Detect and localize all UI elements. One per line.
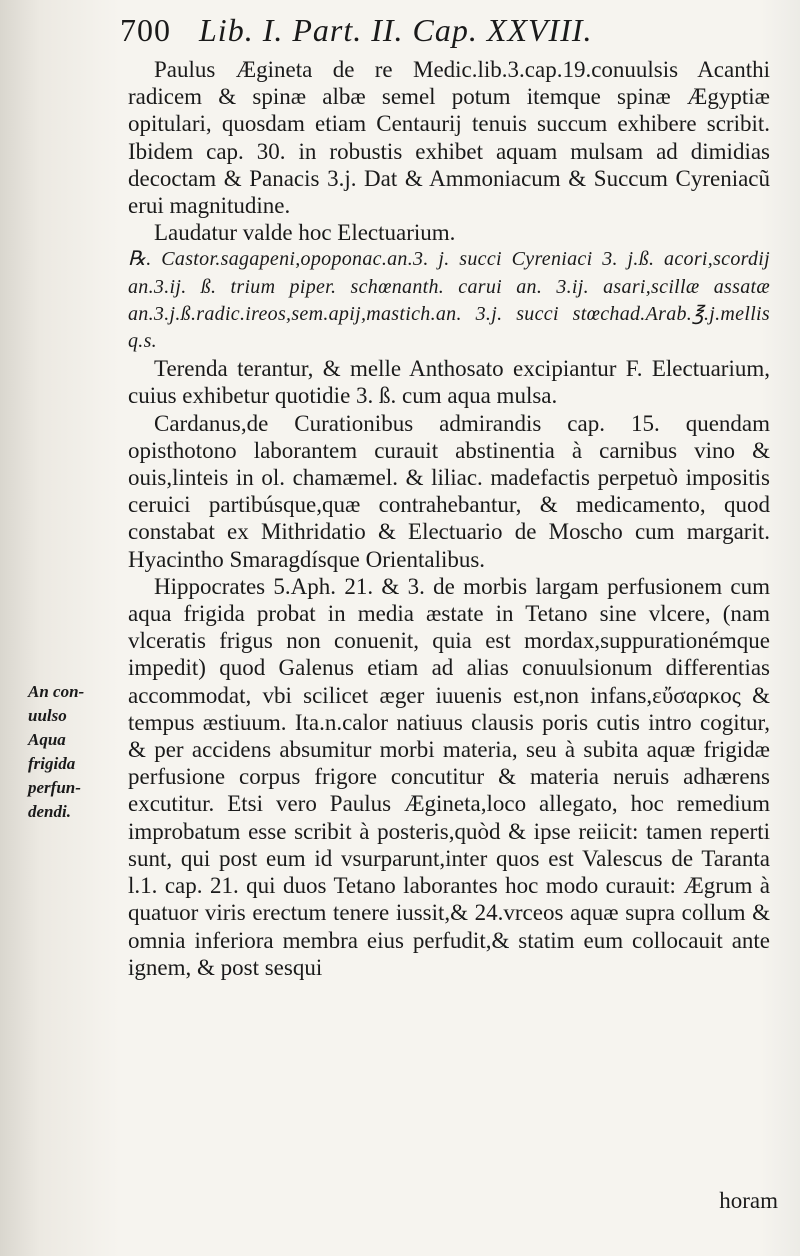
running-title: Lib. I. Part. II. Cap. XXVIII. [199,12,593,48]
recipe-paragraph: ℞. Castor.sagapeni,opoponac.an.3. j. succi Cyreniaci 3. j.ß. acori,scordij an.3.ij. ß. trium piper. schœnanth. carui an. 3.ij. asari,scillæ assatæ an.3.j.ß.radic.ireos,sem.apij,mastich.an. 3.j. succi stœchad.Arab.℥.j.mellis q.s. [128,248,770,353]
text-paragraph: Laudatur valde hoc Electuarium. [154,220,456,246]
main-text-block [128,56,770,981]
running-header [120,12,780,56]
page-number: 700 [120,12,171,48]
marginal-note-line: frigida [28,754,76,773]
marginal-note-line: An con- [28,682,85,701]
text-paragraph: Terenda terantur, & melle Anthosato excipiantur F. Electuarium, cuius exhibetur quotidie 3. ß. cum aqua mulsa. [128,356,770,409]
text-paragraph: Cardanus,de Curationibus admirandis cap. 15. quendam opisthotono laborantem curauit abstinentia à carnibus vino & ouis,linteis in ol. chamæmel. & liliac. madefactis perpetuò impositis ceruici partibúsque,quæ contrahebantur, & medicamento, quod constabat ex Mithridatio & Electuario de Moscho cum margarit. Hyacintho Smaragdísque Orientalibus. [128,410,770,572]
text-paragraph: Hippocrates 5.Aph. 21. & 3. de morbis largam perfusionem cum aqua frigida probat in media æstate in Tetano sine vlcere, (nam vlceratis frigus non conuenit, quia est mordax,suppurationémque impedit) quod Galenus etiam ad alias conuulsionum differentias accommodat, vbi scilicet æger iuuenis est,non infans,εὔσαρκος & tempus æstiuum. Ita.n.calor natiuus clausis poris cutis intro cogitur, & per accidens absumitur morbi materia, seu à subita aquæ frigidæ perfusione corpus frigore concutitur & materia neruis adhærens excutitur. Etsi vero Paulus Ægineta,loco allegato, hoc remedium improbatum esse scribit à posteris,quòd & ipse reiicit: tamen reperti sunt, qui post eum id vsurparunt,inter quos est Valescus de Taranta l.1. cap. 21. qui duos Tetano laborantes hoc modo curauit: Ægrum à quatuor viris erectum tenere iussit,& 24.vrceos aquæ supra collum & omnia inferiora membra eius perfudit,& statim eum collocauit ante ignem, & post sesqui [128,573,770,980]
catchword: horam [719,1188,778,1213]
marginal-note [28,680,120,824]
marginal-note-line: Aqua [28,730,66,749]
marginal-note-line: uulso [28,706,67,725]
text-paragraph: Paulus Ægineta de re Medic.lib.3.cap.19.conuulsis Acanthi radicem & spinæ albæ semel potum itemque spinæ Ægyptiæ opitulari, quosdam etiam Centaurij tenuis succum exhibere scribit. Ibidem cap. 30. in robustis exhibet aquam mulsam ad dimidias decoctam & Panacis 3.j. Dat & Ammoniacum & Succum Cyreniacũ erui magnitudine. [128,57,770,219]
marginal-note-line: perfun- [28,778,81,797]
marginal-note-line: dendi. [28,802,71,821]
